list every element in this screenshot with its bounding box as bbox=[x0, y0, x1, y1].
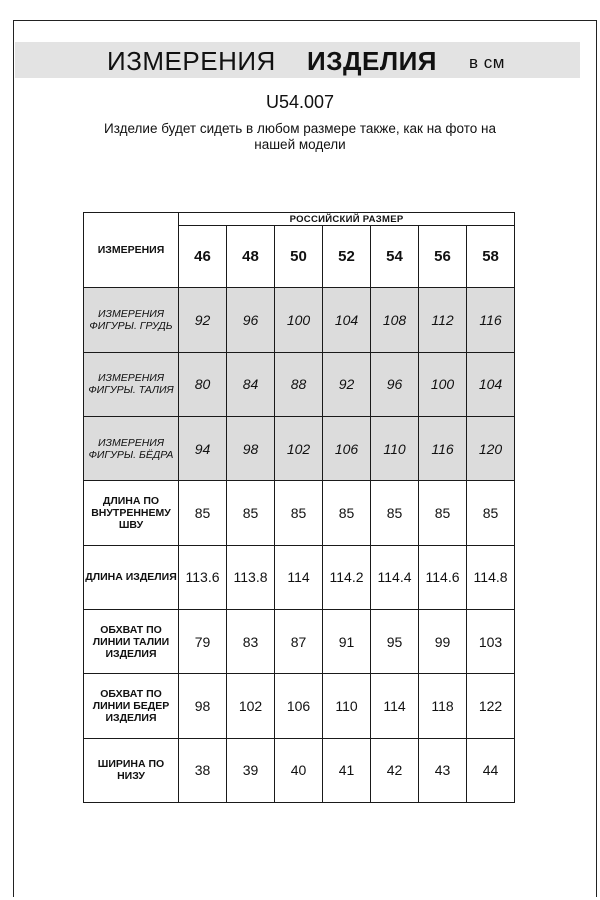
value-cell: 120 bbox=[467, 417, 515, 481]
fit-note-line-1: Изделие будет сидеть в любом размере также, как на фото на bbox=[104, 121, 496, 136]
value-cell: 116 bbox=[419, 417, 467, 481]
row-label-line: ИЗДЕЛИЯ bbox=[105, 712, 157, 724]
row-label-line: ИЗМЕРЕНИЯ bbox=[98, 372, 164, 385]
value-cell: 108 bbox=[371, 288, 419, 352]
row-label-line: ИЗМЕРЕНИЯ bbox=[98, 436, 164, 449]
table-row bbox=[84, 545, 515, 609]
value-cell: 80 bbox=[179, 352, 227, 416]
value-cell: 100 bbox=[275, 288, 323, 352]
row-label-line: ОБХВАТ ПО bbox=[100, 623, 162, 636]
value-cell: 85 bbox=[275, 481, 323, 545]
value-cell: 85 bbox=[419, 481, 467, 545]
row-label-line: ФИГУРЫ. ТАЛИЯ bbox=[88, 384, 174, 397]
row-label-line: ЛИНИИ БЕДЕР bbox=[92, 700, 170, 712]
row-label-line: ДЛИНА ПО bbox=[102, 495, 160, 508]
value-cell: 43 bbox=[419, 738, 467, 802]
value-cell: 44 bbox=[467, 738, 515, 802]
value-cell: 118 bbox=[419, 674, 467, 738]
value-cell: 98 bbox=[179, 674, 227, 738]
value-cell: 113.6 bbox=[179, 545, 227, 609]
value-cell: 85 bbox=[179, 481, 227, 545]
row-label-line: ВНУТРЕННЕМУ bbox=[91, 507, 171, 520]
value-cell: 122 bbox=[467, 674, 515, 738]
table-row bbox=[84, 674, 515, 738]
row-label bbox=[84, 610, 179, 674]
size-header-cell: 50 bbox=[275, 226, 323, 288]
value-cell: 114.8 bbox=[467, 545, 515, 609]
size-header-cell: 54 bbox=[371, 226, 419, 288]
value-cell: 85 bbox=[227, 481, 275, 545]
value-cell: 99 bbox=[419, 610, 467, 674]
size-system-header: РОССИЙСКИЙ РАЗМЕР bbox=[179, 213, 515, 226]
row-label bbox=[84, 288, 179, 352]
value-cell: 113.8 bbox=[227, 545, 275, 609]
table-row bbox=[84, 481, 515, 545]
row-label-line: ШИРИНА ПО bbox=[97, 758, 165, 771]
row-label-line: ФИГУРЫ. БЁДРА bbox=[88, 448, 174, 461]
row-label bbox=[84, 417, 179, 481]
value-cell: 104 bbox=[467, 352, 515, 416]
value-cell: 88 bbox=[275, 352, 323, 416]
size-header-cell: 46 bbox=[179, 226, 227, 288]
corner-label: ИЗМЕРЕНИЯ bbox=[84, 213, 179, 288]
value-cell: 42 bbox=[371, 738, 419, 802]
value-cell: 91 bbox=[323, 610, 371, 674]
table-row bbox=[84, 352, 515, 416]
value-cell: 104 bbox=[323, 288, 371, 352]
fit-note-line-2: нашей модели bbox=[254, 137, 346, 152]
value-cell: 114.6 bbox=[419, 545, 467, 609]
row-label bbox=[84, 481, 179, 545]
value-cell: 85 bbox=[323, 481, 371, 545]
value-cell: 39 bbox=[227, 738, 275, 802]
row-label-line: ОБХВАТ ПО bbox=[100, 688, 162, 700]
value-cell: 110 bbox=[323, 674, 371, 738]
row-label bbox=[84, 738, 179, 802]
value-cell: 92 bbox=[179, 288, 227, 352]
value-cell: 96 bbox=[227, 288, 275, 352]
row-label-line: ИЗДЕЛИЯ bbox=[105, 647, 157, 660]
table-row bbox=[84, 738, 515, 802]
table-row bbox=[84, 417, 515, 481]
value-cell: 102 bbox=[227, 674, 275, 738]
row-label-line: ДЛИНА ИЗДЕЛИЯ bbox=[85, 571, 177, 584]
row-label-line: ШВУ bbox=[118, 519, 144, 532]
value-cell: 98 bbox=[227, 417, 275, 481]
row-label-line: НИЗУ bbox=[117, 770, 145, 783]
value-cell: 38 bbox=[179, 738, 227, 802]
size-header-cell: 52 bbox=[323, 226, 371, 288]
value-cell: 106 bbox=[275, 674, 323, 738]
title-word-measurements: ИЗМЕРЕНИЯ bbox=[107, 46, 276, 76]
table-row bbox=[84, 610, 515, 674]
value-cell: 110 bbox=[371, 417, 419, 481]
value-cell: 102 bbox=[275, 417, 323, 481]
row-label-line: ФИГУРЫ. ГРУДЬ bbox=[89, 320, 173, 333]
title-word-item: ИЗДЕЛИЯ bbox=[307, 46, 437, 76]
value-cell: 79 bbox=[179, 610, 227, 674]
size-header-cell: 48 bbox=[227, 226, 275, 288]
value-cell: 114 bbox=[371, 674, 419, 738]
value-cell: 94 bbox=[179, 417, 227, 481]
value-cell: 96 bbox=[371, 352, 419, 416]
row-label bbox=[84, 352, 179, 416]
article-number: U54.007 bbox=[265, 92, 335, 112]
row-label-line: ЛИНИИ ТАЛИИ bbox=[92, 635, 170, 648]
title-unit: в см bbox=[469, 53, 505, 72]
value-cell: 40 bbox=[275, 738, 323, 802]
value-cell: 84 bbox=[227, 352, 275, 416]
value-cell: 114 bbox=[275, 545, 323, 609]
row-label bbox=[84, 545, 179, 609]
value-cell: 85 bbox=[467, 481, 515, 545]
value-cell: 114.2 bbox=[323, 545, 371, 609]
row-label bbox=[84, 674, 179, 738]
value-cell: 85 bbox=[371, 481, 419, 545]
value-cell: 114.4 bbox=[371, 545, 419, 609]
row-label-line: ИЗМЕРЕНИЯ bbox=[98, 308, 164, 321]
value-cell: 95 bbox=[371, 610, 419, 674]
value-cell: 116 bbox=[467, 288, 515, 352]
value-cell: 112 bbox=[419, 288, 467, 352]
fit-note bbox=[80, 121, 520, 153]
size-header-cell: 56 bbox=[419, 226, 467, 288]
value-cell: 100 bbox=[419, 352, 467, 416]
value-cell: 87 bbox=[275, 610, 323, 674]
size-table bbox=[83, 212, 515, 803]
value-cell: 106 bbox=[323, 417, 371, 481]
table-row bbox=[84, 288, 515, 352]
size-header-cell: 58 bbox=[467, 226, 515, 288]
value-cell: 92 bbox=[323, 352, 371, 416]
value-cell: 83 bbox=[227, 610, 275, 674]
value-cell: 41 bbox=[323, 738, 371, 802]
value-cell: 103 bbox=[467, 610, 515, 674]
